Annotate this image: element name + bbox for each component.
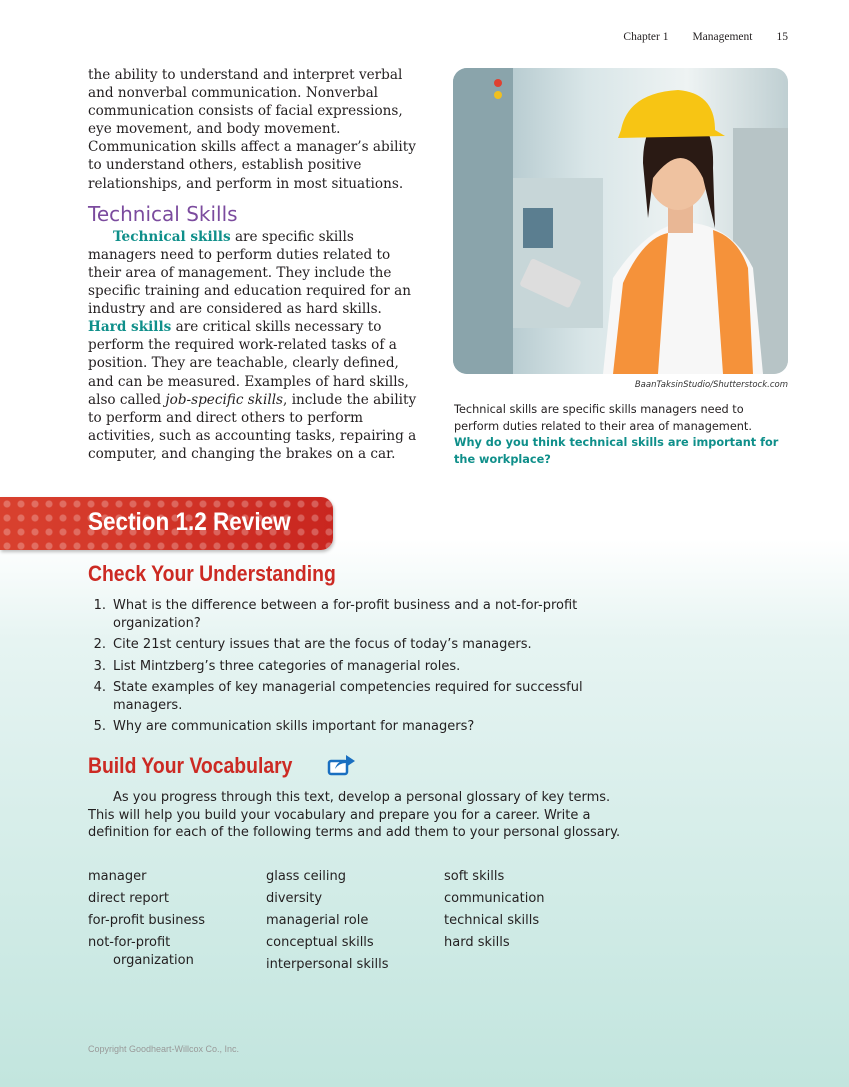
- check-understanding-heading: Check Your Understanding: [88, 561, 336, 586]
- paragraph: [88, 228, 418, 463]
- terms-column-1: [88, 868, 205, 974]
- copyright: Copyright Goodheart-Willcox Co., Inc.: [88, 1044, 240, 1054]
- share-link-icon[interactable]: [327, 753, 357, 777]
- vocab-term: communication: [444, 891, 545, 906]
- question-number: 5.: [93, 719, 106, 734]
- key-term: Technical skills: [113, 228, 231, 245]
- question-text: What is the difference between a for-profit business and a not-for-profit organization?: [113, 598, 578, 631]
- question-text: Why are communication skills important for managers?: [113, 719, 475, 734]
- vocab-term: managerial role: [266, 913, 369, 928]
- chapter-title: Management: [692, 31, 753, 43]
- page-number: 15: [776, 31, 788, 43]
- vocab-term: interpersonal skills: [266, 957, 389, 972]
- question-text: List Mintzberg’s three categories of managerial roles.: [113, 658, 461, 674]
- worker-photo: [453, 68, 788, 374]
- vocabulary-intro: As you progress through this text, develop a personal glossary of key terms. This will help you build your vocabulary and prepare you for a career. Write a definition for each of the following terms and add them to your personal glossary.: [88, 790, 621, 840]
- term-line: organization: [113, 952, 194, 968]
- vocab-term: manager: [88, 869, 147, 884]
- term-line: not-for-profit: [88, 935, 171, 950]
- question-item: [88, 597, 628, 632]
- question-number: 3.: [93, 658, 106, 674]
- question-text: Cite 21st century issues that are the focus of today’s managers.: [113, 637, 532, 652]
- banner-title: Section 1.2 Review: [88, 508, 291, 536]
- vocab-term: hard skills: [444, 935, 510, 950]
- vocab-term: for-profit business: [88, 913, 206, 928]
- photo-credit: BaanTaksinStudio/Shutterstock.com: [634, 380, 788, 390]
- italic-term: job-specific skills: [165, 391, 284, 408]
- running-header: [599, 31, 788, 43]
- question-item: [88, 636, 628, 654]
- vocab-term: soft skills: [444, 869, 505, 884]
- photo-illustration: [453, 68, 788, 374]
- question-item: [88, 679, 628, 714]
- caption-question: Why do you think technical skills are important for the workplace?: [454, 436, 779, 466]
- question-item: [88, 658, 628, 676]
- question-number: 4.: [93, 680, 106, 695]
- review-questions: [88, 597, 628, 740]
- text: , include the ability to perform and direct others to perform activities, such as accounting tasks, repairing a computer, and changing the brakes on a car.: [88, 391, 417, 462]
- vocab-term: glass ceiling: [266, 869, 346, 884]
- question-text: State examples of key managerial competencies required for successful managers.: [113, 680, 583, 713]
- key-term: Hard skills: [88, 319, 172, 336]
- question-number: 1.: [93, 598, 106, 613]
- section-heading: Technical Skills: [88, 201, 238, 226]
- text: are critical skills necessary to perform the required work-related tasks of a position. They are teachable, clearly defined, and can be measured. Examples of hard skills, also called: [88, 319, 409, 408]
- chapter-label: Chapter 1: [623, 31, 669, 43]
- text: are specific skills managers need to perform duties related to their area of management. They include the specific training and education required for an industry and are considered as hard skills.: [88, 228, 411, 318]
- terms-column-2: [266, 868, 388, 978]
- figure-caption: [454, 402, 784, 468]
- question-number: 2.: [93, 637, 106, 652]
- vocab-term: direct report: [88, 891, 170, 906]
- vocabulary-heading: Build Your Vocabulary: [88, 753, 293, 778]
- terms-column-3: [444, 868, 545, 956]
- vocab-term: diversity: [266, 891, 323, 906]
- section-review-banner: [0, 497, 333, 550]
- left-column: [88, 66, 418, 463]
- vocab-term: conceptual skills: [266, 935, 374, 950]
- vocab-term: [88, 934, 205, 969]
- paragraph: the ability to understand and interpret verbal and nonverbal communication. Nonverbal communication consists of facial expressions, eye movement, and body movement. Communication skills affect a manager’s ability to understand others, establish positive relationships, and perform in most situations.: [88, 67, 416, 192]
- caption-text: Technical skills are specific skills managers need to perform duties related to their area of management.: [454, 403, 752, 433]
- vocab-term: technical skills: [444, 913, 540, 928]
- question-item: [88, 718, 628, 736]
